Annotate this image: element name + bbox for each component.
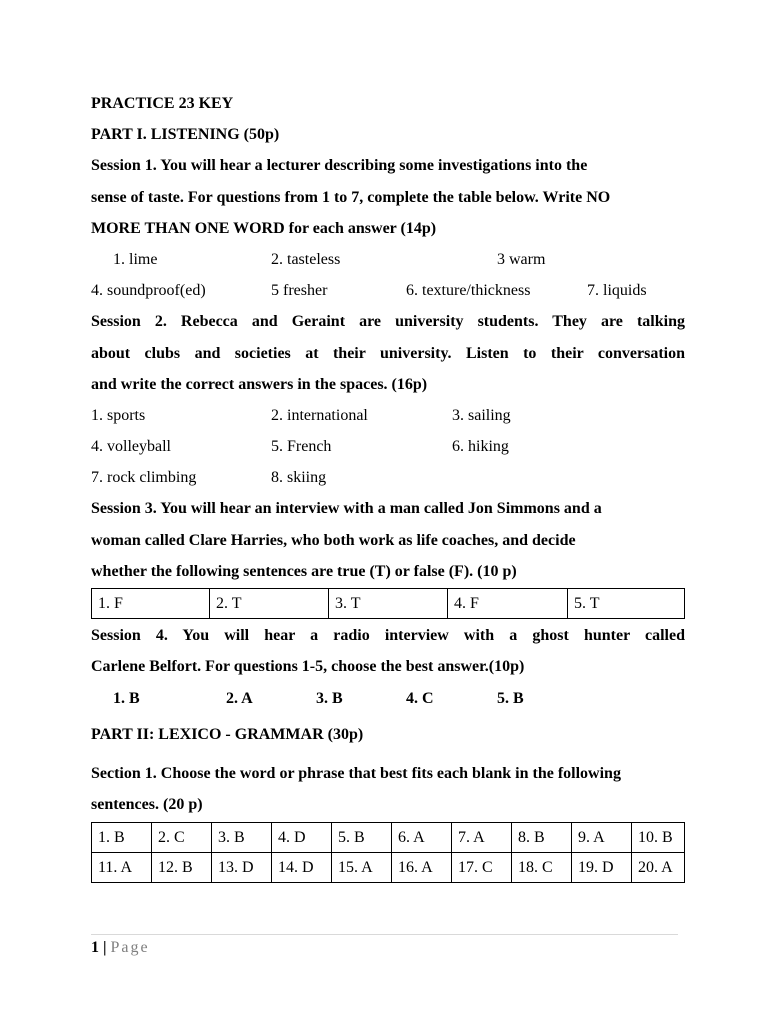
table-cell: 12. B (152, 852, 212, 882)
session1-answer: 2. tasteless (271, 250, 341, 268)
table-cell: 19. D (572, 852, 632, 882)
session1-instruction-line-2: sense of taste. For questions from 1 to 7, complete the table below. Write NO (91, 188, 611, 206)
table-cell: 6. A (392, 822, 452, 852)
session2-answers-row-2 (91, 431, 685, 462)
session2-answer: 8. skiing (271, 469, 327, 487)
session2-answer: 6. hiking (452, 438, 509, 456)
part2-heading: PART II: LEXICO - GRAMMAR (30p) (91, 726, 364, 744)
session2-instruction-line-3: and write the correct answers in the spaces. (16p) (91, 375, 428, 393)
table-cell: 5. T (568, 589, 685, 619)
session1-answer: 4. soundproof(ed) (91, 282, 206, 300)
session2-answers-row-3 (91, 462, 685, 493)
table-cell: 1. F (92, 589, 210, 619)
table-cell: 3. T (329, 589, 448, 619)
table-row (92, 822, 685, 852)
session2-answer: 7. rock climbing (91, 469, 197, 487)
table-cell: 13. D (212, 852, 272, 882)
session2-answer: 2. international (271, 406, 368, 424)
session2-instruction-line-1: Session 2. Rebecca and Geraint are university students. They are talking (91, 313, 685, 331)
part1-heading: PART I. LISTENING (50p) (91, 126, 280, 144)
session1-answer: 5 fresher (271, 282, 328, 300)
session4-answer: 1. B (113, 690, 140, 708)
session4-answer: 4. C (406, 690, 434, 708)
session1-instruction-line-1: Session 1. You will hear a lecturer describing some investigations into the (91, 157, 588, 175)
session1-answers-row-2 (91, 275, 685, 306)
session3-instruction-line-1: Session 3. You will hear an interview with a man called Jon Simmons and a (91, 500, 602, 518)
session4-answers-row (91, 682, 685, 715)
footer-divider (91, 934, 678, 935)
session2-answers-row-1 (91, 400, 685, 431)
part2-section1-instruction-line-1: Section 1. Choose the word or phrase that best fits each blank in the following (91, 764, 621, 782)
session4-instruction-line-2: Carlene Belfort. For questions 1-5, choose the best answer.(10p) (91, 658, 525, 676)
session2-instruction-line-2: about clubs and societies at their university. Listen to their conversation (91, 344, 685, 362)
session3-answer-table (91, 588, 685, 619)
session1-answer: 6. texture/thickness (406, 282, 531, 300)
document-title: PRACTICE 23 KEY (91, 95, 234, 112)
table-cell: 20. A (632, 852, 685, 882)
page-label: Page (110, 939, 150, 956)
table-cell: 15. A (332, 852, 392, 882)
session1-instruction-line-3: MORE THAN ONE WORD for each answer (14p) (91, 219, 437, 237)
table-cell: 4. D (272, 822, 332, 852)
session1-answers-row-1 (91, 244, 685, 275)
table-cell: 4. F (448, 589, 568, 619)
table-cell: 18. C (512, 852, 572, 882)
session3-instruction-line-3: whether the following sentences are true (T) or false (F). (10 p) (91, 562, 517, 580)
page-footer (91, 937, 150, 959)
table-cell: 2. T (210, 589, 329, 619)
page-number: 1 (91, 939, 99, 956)
table-cell: 8. B (512, 822, 572, 852)
table-cell: 17. C (452, 852, 512, 882)
table-cell: 16. A (392, 852, 452, 882)
session1-answer: 7. liquids (587, 282, 647, 300)
session2-answer: 5. French (271, 438, 332, 456)
session1-answer: 1. lime (113, 250, 158, 268)
table-cell: 14. D (272, 852, 332, 882)
table-row (92, 589, 685, 619)
session4-answer: 5. B (497, 690, 524, 708)
part2-section1-instruction-line-2: sentences. (20 p) (91, 795, 203, 813)
table-cell: 7. A (452, 822, 512, 852)
session4-answer: 2. A (226, 690, 253, 708)
table-cell: 2. C (152, 822, 212, 852)
document-page (91, 88, 685, 883)
table-cell: 9. A (572, 822, 632, 852)
session3-instruction-line-2: woman called Clare Harries, who both work as life coaches, and decide (91, 531, 576, 549)
session2-answer: 1. sports (91, 406, 146, 424)
session2-answer: 3. sailing (452, 406, 511, 424)
footer-separator: | (103, 939, 107, 956)
session4-instruction-line-1: Session 4. You will hear a radio interview with a ghost hunter called (91, 627, 685, 644)
session1-answer: 3 warm (497, 250, 546, 268)
table-cell: 1. B (92, 822, 152, 852)
table-cell: 10. B (632, 822, 685, 852)
table-cell: 3. B (212, 822, 272, 852)
table-cell: 5. B (332, 822, 392, 852)
table-row (92, 852, 685, 882)
part2-section1-answer-table (91, 822, 685, 883)
session2-answer: 4. volleyball (91, 438, 171, 456)
table-cell: 11. A (92, 852, 152, 882)
session4-answer: 3. B (316, 690, 343, 708)
